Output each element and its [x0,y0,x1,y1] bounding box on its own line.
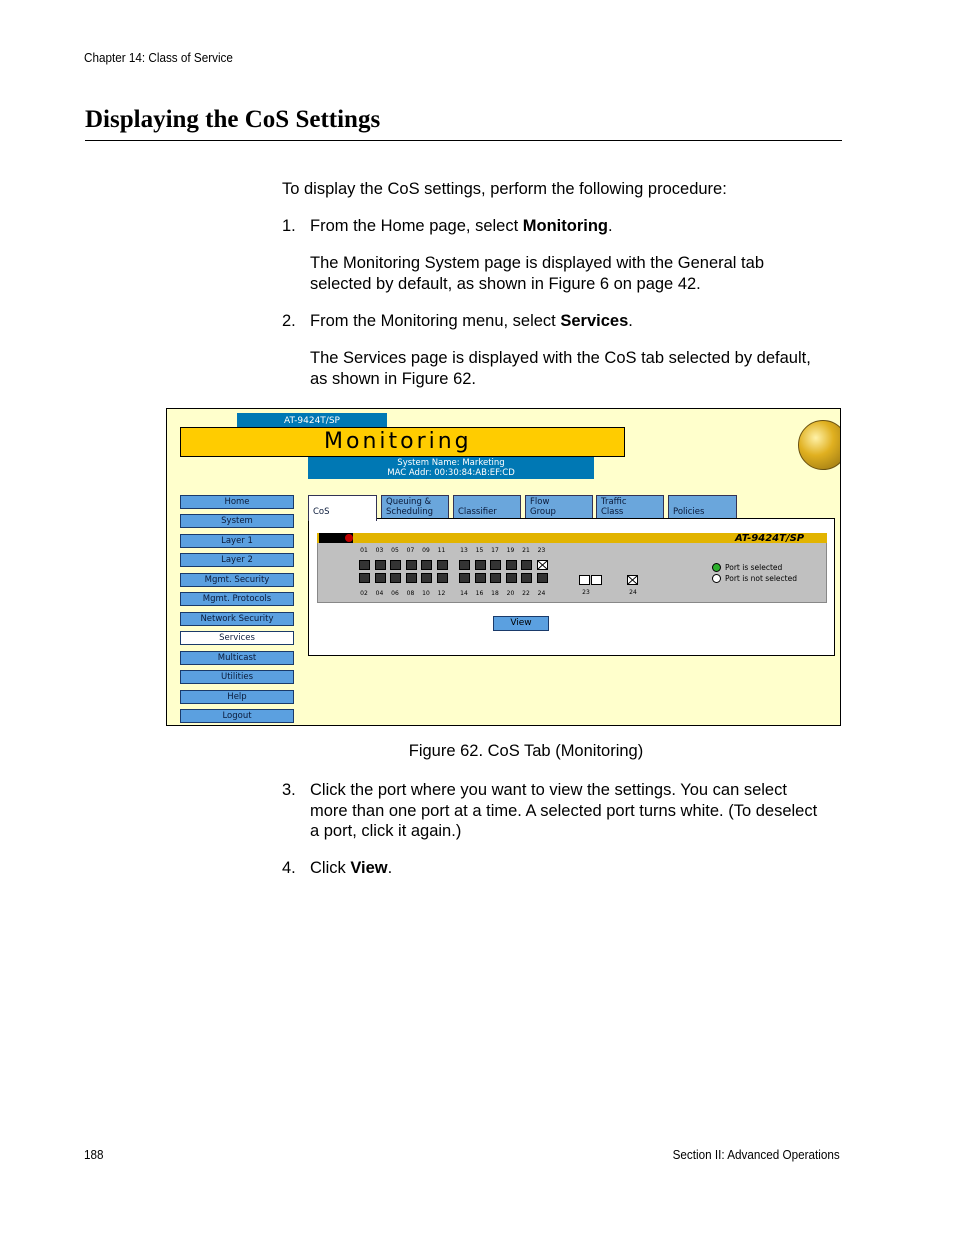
port-icon[interactable] [390,573,401,583]
nav-layer-1-button[interactable]: Layer 1 [180,534,294,548]
nav-multicast-button[interactable]: Multicast [180,651,294,665]
port-label-bottom: 12 [437,590,446,597]
figure-screenshot [166,408,841,726]
chapter-header: Chapter 14: Class of Service [84,50,233,65]
tab-queuing-scheduling[interactable]: Queuing & Scheduling [381,495,449,519]
view-button[interactable]: View [493,616,549,631]
legend-not-selected: Port is not selected [725,574,797,583]
legend-selected: Port is selected [725,563,783,572]
tab-cos[interactable]: CoS [308,495,377,521]
nav-system-button[interactable]: System [180,514,294,528]
tab-flow-group[interactable]: Flow Group [525,495,593,519]
step-1-note: The Monitoring System page is displayed with the General tab selected by default, as shown in Figure 6 on page 42. [310,254,764,293]
port-icon[interactable] [406,573,417,583]
port-label-bottom: 06 [391,590,399,597]
port-icon[interactable] [406,560,417,570]
port-label-bottom: 16 [475,590,484,597]
port-label-top: 03 [375,547,384,554]
port-icon[interactable] [437,573,448,583]
port-label-top: 05 [391,547,399,554]
port-icon[interactable] [506,573,517,583]
port-icon[interactable] [490,573,501,583]
step-1-text: From the Home page, select Monitoring. [310,217,613,235]
port-label-bottom: 14 [460,590,468,597]
page-title: Displaying the CoS Settings [85,106,381,133]
port-label-bottom: 08 [406,590,415,597]
port-23-label: 23 [582,589,590,596]
nav-mgmt-security-button[interactable]: Mgmt. Security [180,573,294,587]
switch-model-label: AT-9424T/SP [735,533,805,544]
selected-dot-icon [712,563,721,572]
model-tab: AT-9424T/SP [237,413,387,429]
port-label-bottom: 24 [537,590,546,597]
step-2-text: From the Monitoring menu, select Services. [310,312,633,330]
port-icon[interactable] [437,560,448,570]
port-icon[interactable] [475,573,486,583]
not-selected-dot-icon [712,574,721,583]
step-3-text: Click the port where you want to view the settings. You can select more than one port at a time. A selected port turns white. (To deselect a port, click it again.) [310,781,818,840]
vendor-logo-dot [345,534,353,542]
tab-policies[interactable]: Policies [668,495,737,519]
port-icon[interactable] [475,560,486,570]
nav-utilities-button[interactable]: Utilities [180,670,294,684]
nav-help-button[interactable]: Help [180,690,294,704]
figure-caption: Figure 62. CoS Tab (Monitoring) [408,742,644,760]
port-label-bottom: 20 [506,590,515,597]
nav-layer-2-button[interactable]: Layer 2 [180,553,294,567]
port-label-bottom: 10 [422,590,430,597]
port-label-top: 09 [422,547,430,554]
intro-text: To display the CoS settings, perform the following procedure: [282,180,727,198]
port-label-top: 01 [360,547,368,554]
globe-logo-icon [798,420,841,470]
port-label-top: 07 [406,547,415,554]
port-icon[interactable] [390,560,401,570]
nav-services-button[interactable]: Services [180,631,294,645]
step-3-number: 3. [282,781,296,799]
port-icon[interactable] [421,573,432,583]
nav-mgmt-protocols-button[interactable]: Mgmt. Protocols [180,592,294,606]
port-icon[interactable] [375,573,386,583]
monitoring-banner: Monitoring [180,427,625,457]
port-label-top: 19 [506,547,515,554]
port-icon[interactable] [537,573,548,583]
port-sfp-icon[interactable] [591,575,602,585]
port-icon[interactable] [359,560,370,570]
port-label-top: 15 [475,547,484,554]
port-icon[interactable] [521,560,532,570]
port-label-top: 11 [437,547,446,554]
port-23-icon[interactable] [579,575,590,585]
port-icon[interactable] [521,573,532,583]
port-label-bottom: 02 [360,590,368,597]
port-label-bottom: 22 [522,590,530,597]
port-label-bottom: 18 [491,590,499,597]
system-info-bar: System Name: Marketing MAC Addr: 00:30:84:AB:EF:CD [308,457,594,479]
tab-traffic-class[interactable]: Traffic Class [596,495,664,519]
nav-network-security-button[interactable]: Network Security [180,612,294,626]
port-icon[interactable] [359,573,370,583]
port-icon[interactable] [506,560,517,570]
port-24-icon[interactable] [627,575,638,585]
port-icon[interactable] [459,573,470,583]
step-1-number: 1. [282,217,296,235]
step-2-note: The Services page is displayed with the CoS tab selected by default, as shown in Figure 62. [310,349,811,388]
section-footer: Section II: Advanced Operations [672,1147,840,1162]
port-icon[interactable] [459,560,470,570]
port-icon[interactable] [490,560,501,570]
step-4-text: Click View. [310,859,393,877]
tab-classifier[interactable]: Classifier [453,495,521,519]
port-icon[interactable] [421,560,432,570]
port-label-top: 17 [491,547,499,554]
nav-home-button[interactable]: Home [180,495,294,509]
port-icon[interactable] [375,560,386,570]
port-label-top: 13 [460,547,468,554]
port-label-top: 23 [537,547,546,554]
step-2-number: 2. [282,312,296,330]
port-24-label: 24 [629,589,637,596]
port-icon[interactable] [537,560,548,570]
page-number: 188 [84,1147,104,1162]
step-4-number: 4. [282,859,296,877]
nav-logout-button[interactable]: Logout [180,709,294,723]
port-label-bottom: 04 [375,590,384,597]
port-label-top: 21 [522,547,530,554]
title-rule [85,140,842,141]
